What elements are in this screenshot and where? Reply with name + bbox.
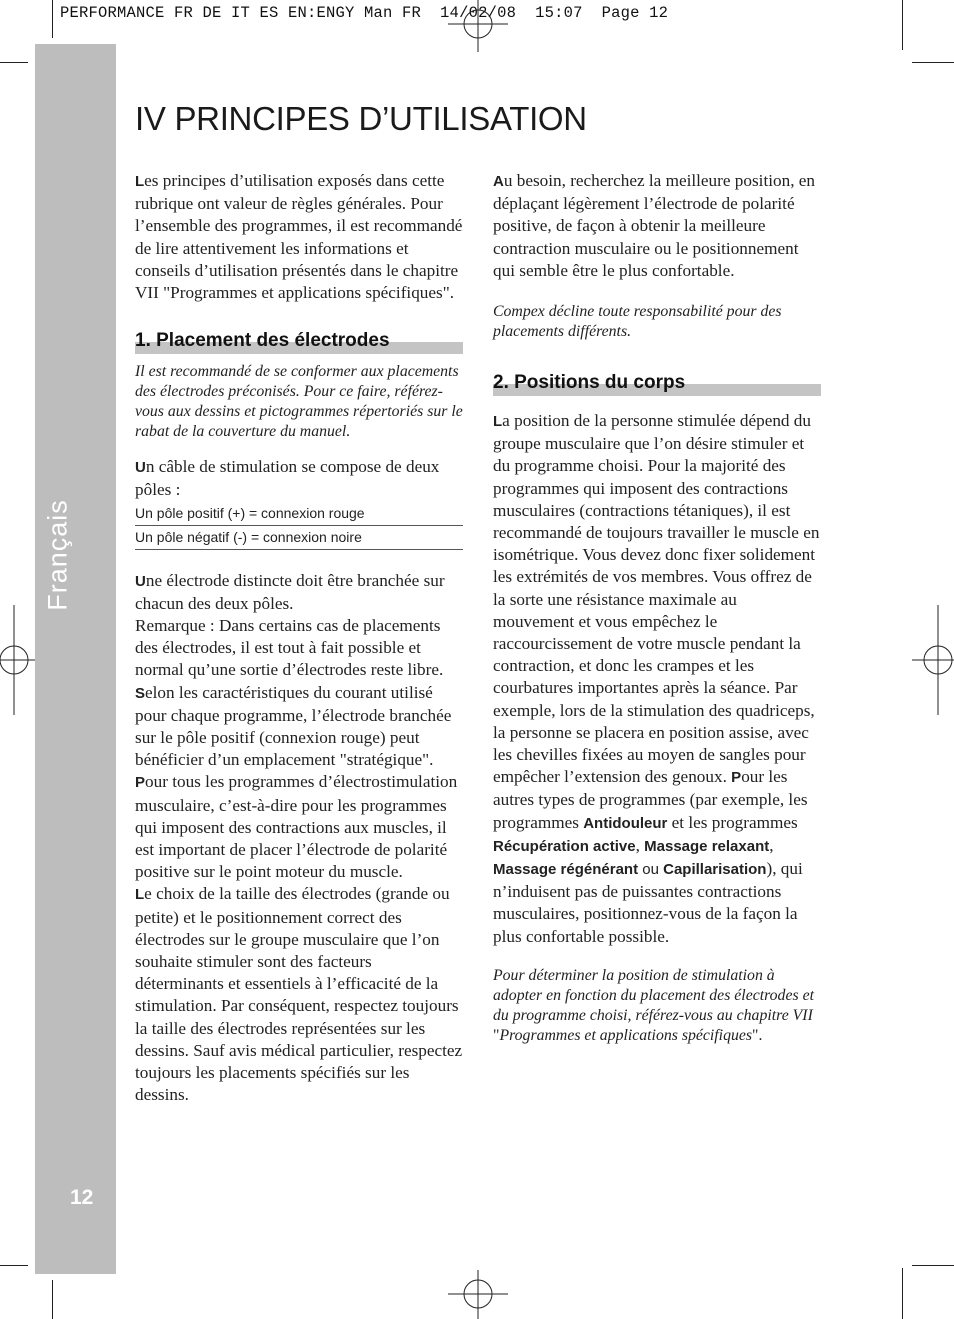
paragraph-text: n câble de stimulation se compose de deux pôles : <box>135 457 440 500</box>
pole-row-negative: Un pôle négatif (-) = connexion noire <box>135 526 463 550</box>
note-text: Pour déterminer la position de stimulation à adopter en fonction du placement des électrodes et du programme choisi, référez-vous au chapitre VII <box>493 966 814 1024</box>
program-name-massage-regenerant: Massage régénérant <box>493 861 639 879</box>
drop-cap: A <box>493 173 504 190</box>
crop-mark <box>912 1265 954 1266</box>
registration-mark-right <box>912 605 954 715</box>
disclaimer-note: Compex décline toute responsabilité pour des placements différents. <box>493 303 782 341</box>
paragraph-text: u besoin, recherchez la meilleure position, en déplaçant légèrement l’électrode de polarité positive, de façon à obtenir la meilleure contraction musculaire ou le positionnement qui semble être le plus confortable. <box>493 171 816 280</box>
remark-paragraph: Remarque : Dans certains cas de placements des électrodes, il est tout à fait possible et normal qu’une sortie d’électrodes reste libre. <box>135 616 444 680</box>
quote-mark: " <box>493 1026 500 1044</box>
intro-paragraph <box>135 170 463 304</box>
paragraph-text: e choix de la taille des électrodes (grande ou petite) et le positionnement correct des électrodes sur le groupe musculaire que l’on souhaite stimuler sont des facteurs déterminants et essentiels à l’efficacité de la stimulation. Par conséquent, respectez toujours la taille des électrodes représentées sur les dessins. Sauf avis médical particulier, respectez toujours les placements spécifiés sur les dessins. <box>135 884 463 1105</box>
paragraph-text: , <box>635 835 645 855</box>
paragraph-text: elon les caractéristiques du courant utilisé pour chaque programme, l’électrode branchée sur le pôle positif (connexion rouge) peut bénéficier d’un emplacement "stratégique". <box>135 682 452 770</box>
selon-paragraph <box>135 682 463 772</box>
crop-mark <box>912 62 954 63</box>
pole-row-positive: Un pôle positif (+) = connexion rouge <box>135 502 463 526</box>
program-name-capillarisation: Capillarisation <box>663 861 767 879</box>
crop-mark <box>52 1280 53 1319</box>
choix-paragraph <box>135 883 463 1106</box>
paragraph-text: ne électrode distincte doit être branchée sur chacun des deux pôles. <box>135 570 445 613</box>
language-sidebar <box>35 44 116 1274</box>
poles-table <box>135 502 463 550</box>
pour-paragraph <box>135 771 463 883</box>
registration-mark-bottom <box>448 1270 508 1319</box>
left-column <box>135 170 463 1107</box>
drop-cap: P <box>135 774 146 792</box>
paragraph-text: es principes d’utilisation exposés dans cette rubrique ont valeur de règles générales. Pour l’ensemble des programmes, il est recommandé de lire attentivement les informations et conseils d’utilisation présentés dans le chapitre VII "Programmes et applications spécifiques". <box>135 171 463 303</box>
crop-mark <box>0 1265 28 1266</box>
besoin-paragraph <box>493 170 821 282</box>
crop-mark <box>52 0 53 38</box>
drop-cap: L <box>135 173 145 190</box>
recommendation-note: Il est recommandé de se conformer aux placements des électrodes préconisés. Pour ce faire, référez-vous aux dessins et pictogrammes répertoriés sur le rabat de la couverture du manuel. <box>135 363 463 441</box>
heading-text: 1. Placement des électrodes <box>135 330 390 352</box>
quote-mark: ". <box>752 1026 763 1044</box>
registration-mark-top <box>448 0 508 52</box>
program-name-massage-relaxant: Massage relaxant <box>644 837 770 855</box>
section-heading-2 <box>493 366 821 396</box>
crop-mark <box>902 1268 903 1319</box>
right-column <box>493 170 821 1046</box>
paragraph-text: our tous les programmes d’électrostimulation musculaire, c’est-à-dire pour les programmes qui imposent des contractions aux muscles, il est important de placer l’électrode de polarité positive sur le point moteur du muscle. <box>135 772 458 882</box>
program-name-antidouleur: Antidouleur <box>583 814 668 832</box>
drop-cap: L <box>135 886 145 904</box>
position-paragraph <box>493 410 821 948</box>
drop-cap: S <box>135 684 146 702</box>
drop-cap: U <box>135 459 146 477</box>
paragraph-text: , <box>769 835 774 855</box>
drop-cap: L <box>493 413 503 431</box>
section-heading-1 <box>135 324 463 354</box>
crop-mark <box>0 62 28 63</box>
drop-cap: U <box>135 572 146 590</box>
crop-mark <box>902 0 903 50</box>
paragraph-text: ), qui n’induisent pas de puissantes contractions musculaires, positionnez-vous de la façon la plus confortable possible. <box>493 859 803 946</box>
paragraph-text: a position de la personne stimulée dépend du groupe musculaire que l’on désire stimuler et du programme choisi. Pour la majorité des programmes qui imposent des contractions musculaires (contractions tétaniques), il est recommandé de toujours travailler le muscle en isométrique. Vous devez donc fixer solidement les extrémités de vos membres. Vous offrez de la sorte une résistance maximale au mouvement et vous empêchez le raccourcissement de votre muscle pendant la contraction, et donc les crampes et les courbatures importantes après la séance. Par exemple, lors de la stimulation des quadriceps, la personne se placera en position assise, avec les chevilles fixées au moyen de sangles pour empêcher l’extension des genoux. <box>493 411 820 787</box>
page-title: IV PRINCIPES D’UTILISATION <box>135 100 587 137</box>
program-name-recuperation: Récupération active <box>493 837 636 855</box>
paragraph-text: ou <box>638 861 664 879</box>
heading-text: 2. Positions du corps <box>493 371 686 393</box>
electrode-paragraph <box>135 570 463 615</box>
note-text: Programmes et applications spécifiques <box>499 1026 753 1044</box>
print-slug: PERFORMANCE FR DE IT ES EN:ENGY Man FR 14/02/08 15:07 Page 12 <box>60 4 669 22</box>
paragraph-text: our les autres types de programmes (par exemple, les programmes <box>493 767 808 832</box>
sidebar-language-label: Français <box>42 499 73 611</box>
drop-cap: P <box>731 769 742 787</box>
cable-paragraph <box>135 456 463 501</box>
paragraph-text: et les programmes <box>667 812 798 832</box>
page-number: 12 <box>70 1186 94 1209</box>
closing-note <box>493 966 821 1046</box>
